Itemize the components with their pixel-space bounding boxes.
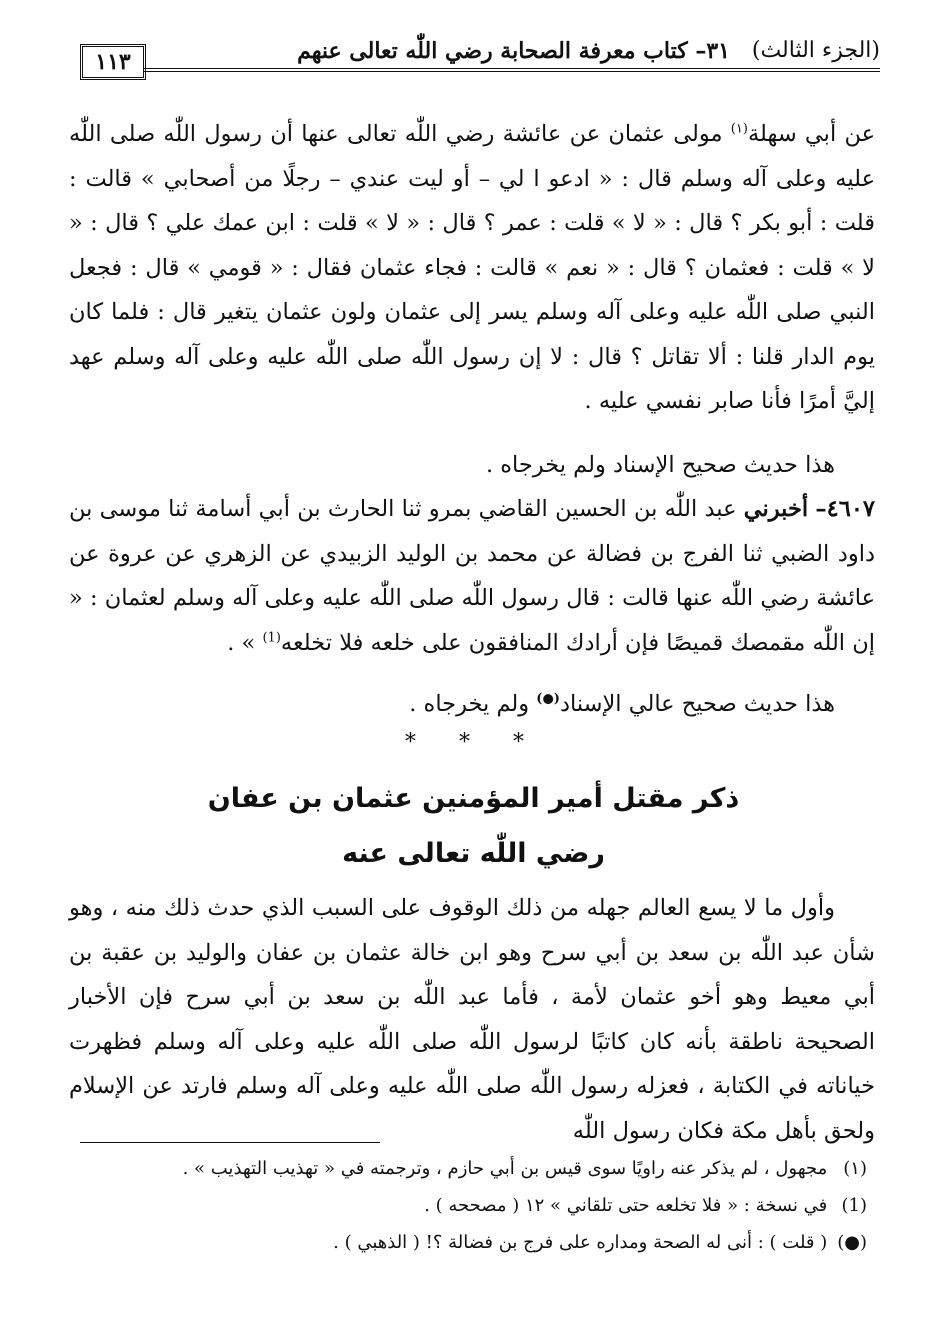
footnote-1-text: مجهول ، لم يذكر عنه راويًا سوى قيس بن أبي حازم ، وترجمته في « تهذيب التهذيب » . [182,1158,828,1179]
hadith-text [69,487,875,665]
page-number: ١١٣ [95,49,131,75]
paragraph-1 [69,112,875,424]
hadith-end: » . [227,629,263,656]
section-title-line-2: رضي اللّٰه تعالى عنه [342,838,605,869]
footnote-ref-2[interactable]: (1) [262,630,281,645]
footnote-2 [77,1187,867,1224]
section-title-line-1: ذكر مقتل أمير المؤمنين عثمان بن عفان [207,783,740,814]
hadith-4607 [69,487,875,665]
verdict-2-before: هذا حديث صحيح عالي الإسناد [559,691,835,717]
verdict-2 [69,682,875,727]
footnote-3-number: (●) [837,1232,867,1253]
paragraph-2-text: وأول ما لا يسع العالم جهله من ذلك الوقوف على السبب الذي حدث ذلك منه ، وهو شأن عبد اللّٰه بن سعد بن أبي سرح وهو ابن خالة عثمان بن عفان والوليد بن عقبة بن أبي معيط وهو أخو عثمان لأمة ، فأما عبد اللّٰه بن سعد بن أبي سرح فإن الأخبار الصحيحة ناطقة بأنه كان كاتبًا لرسول اللّٰه صلى اللّٰه عليه وعلى آله وسلم فظهرت خياناته في الكتابة ، فعزله رسول اللّٰه صلى اللّٰه عليه وعلى آله وسلم فارتد عن الإسلام ولحق بأهل مكة فكان رسول اللّٰه [69,895,875,1144]
footnote-1 [77,1150,867,1187]
footnote-separator [80,1142,380,1143]
verdict-2-text [69,682,875,727]
footnote-2-text: في نسخة : « فلا تخلعه حتى تلقاني » ١٢ ( مصححه ) . [424,1195,828,1216]
page-number-box [80,44,146,80]
verdict-1-text: هذا حديث صحيح الإسناد ولم يخرجاه . [485,452,835,478]
footnote-ref-1[interactable]: (١) [730,121,748,137]
footnote-ref-3[interactable]: (●) [536,691,560,707]
chapter-title: ٣١– كتاب معرفة الصحابة رضي اللّٰه تعالى عنهم [297,38,730,64]
paragraph-2 [69,886,875,1153]
verdict-2-after: ولم يخرجاه . [409,691,537,717]
header-rule [144,68,880,72]
page-header [72,38,880,80]
hadith-body: عبد اللّٰه بن الحسين القاضي بمرو ثنا الحارث بن أبي أسامة ثنا موسى بن داود الضبي ثنا الفرج بن فضالة عن محمد بن الوليد الزبيدي عن الزهري عن عروة عن عائشة رضي اللّٰه عنها قالت : قال رسول اللّٰه صلى اللّٰه عليه وعلى آله وسلم لعثمان : « إن اللّٰه مقمصك قميصًا فإن أرادك المنافقون على خلعه فلا تخلعه [69,496,875,656]
para1-rest: مولى عثمان عن عائشة رضي اللّٰه تعالى عنها أن رسول اللّٰه صلى اللّٰه عليه وعلى آله وسلم قال : « ادعو ا لي – أو ليت عندي – رجلًا من أصحابي » قالت : قلت : أبو بكر ؟ قال : « لا » قلت : عمر ؟ قال : « لا » قلت : ابن عمك علي ؟ قال : « لا » قلت : فعثمان ؟ قال : « نعم » قالت : فجاء عثمان فقال : « قومي » قال : فجعل النبي صلى اللّٰه عليه وعلى آله وسلم يسر إلى عثمان ولون عثمان يتغير قال : فلما كان يوم الدار قلنا : ألا تقاتل ؟ قال : لا إن رسول اللّٰه صلى اللّٰه عليه وعلى آله وسلم عهد إليَّ أمرًا فأنا صابر نفسي عليه . [69,121,875,414]
para1-start: عن أبي سهلة [747,121,875,147]
volume-label: (الجزء الثالث) [751,38,880,63]
footnote-3-text: ( قلت ) : أنى له الصحة ومداره على فرج بن فضالة ؟! ( الذهبي ) . [333,1232,828,1253]
verdict-1 [69,443,875,488]
hadith-lead: أخبرني [743,496,809,522]
hadith-number: ٤٦٠٧– [815,496,875,522]
footnote-1-number: (١) [843,1158,867,1179]
paragraph-1-text [69,112,875,424]
footnote-2-number: (1) [841,1195,867,1216]
section-divider-stars: * * * [405,730,542,755]
footnote-3 [77,1224,867,1261]
footnotes [77,1150,867,1261]
